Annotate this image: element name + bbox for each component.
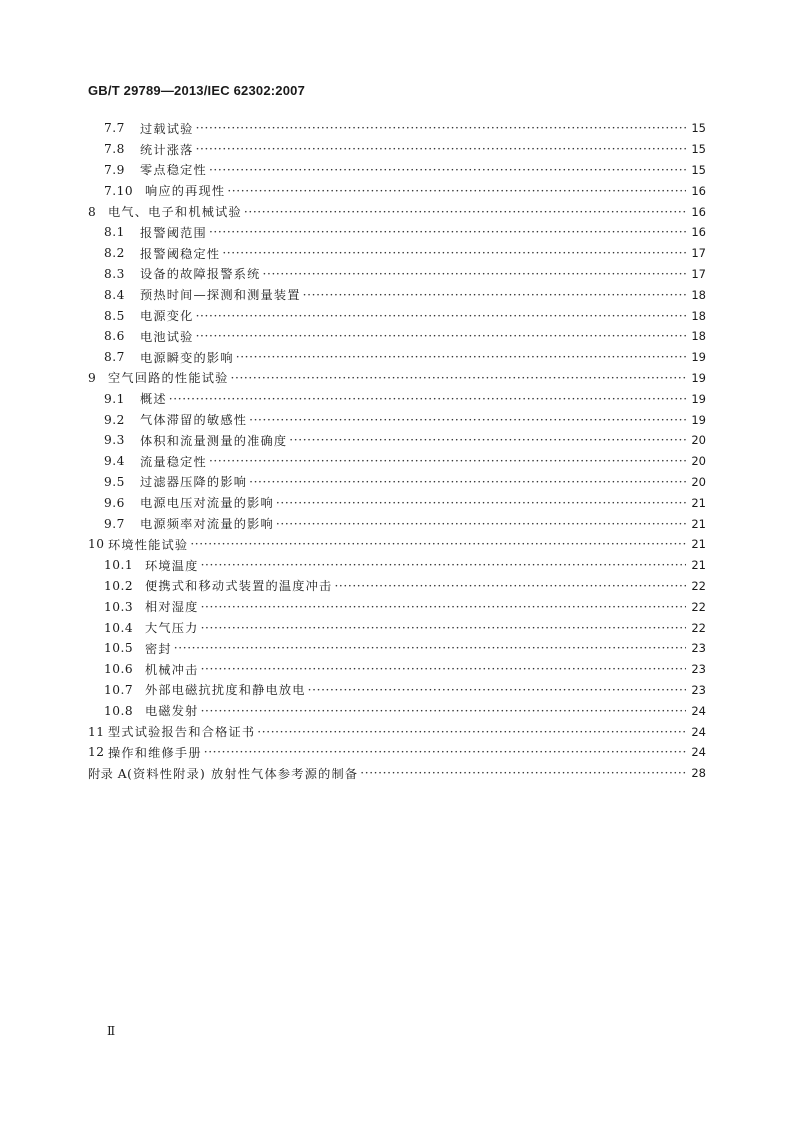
toc-dot-leader: [360, 766, 686, 780]
toc-entry-number: 10.1: [104, 558, 134, 573]
toc-entry-page: 18: [691, 308, 706, 323]
toc-entry-page: 17: [691, 266, 706, 281]
toc-dot-leader: [263, 267, 687, 281]
toc-entry-number: 10.2: [104, 578, 134, 593]
toc-entry-title: 报警阈稳定性: [140, 246, 221, 261]
toc-entry-title: 电源电压对流量的影响: [140, 496, 274, 511]
toc-entry-number: 7.9: [104, 162, 125, 177]
toc-entry[interactable]: [88, 305, 706, 326]
toc-entry-page: 21: [691, 516, 706, 531]
toc-entry-number: 9.5: [104, 474, 125, 489]
standard-code-header: GB/T 29789—2013/IEC 62302:2007: [88, 83, 306, 98]
toc-entry-number: 7.8: [104, 142, 125, 157]
toc-entry-number: 10.5: [104, 641, 134, 656]
toc-dot-leader: [201, 558, 686, 572]
toc-dot-leader: [196, 329, 686, 343]
toc-entry-title: 便携式和移动式装置的温度冲击: [145, 579, 333, 594]
toc-entry-title: 报警阈范围: [140, 225, 207, 240]
toc-entry-title: 体积和流量测量的准确度: [140, 433, 288, 448]
toc-entry-number: 8: [88, 204, 97, 219]
toc-entry-number: 10.3: [104, 599, 134, 614]
toc-dot-leader: [244, 205, 686, 219]
toc-dot-leader: [196, 142, 686, 156]
toc-entry[interactable]: [88, 576, 706, 597]
toc-entry-number: 附录 A: [88, 766, 128, 781]
toc-dot-leader: [209, 454, 686, 468]
toc-entry-number: 8.6: [104, 329, 125, 344]
toc-entry[interactable]: [88, 513, 706, 534]
toc-entry[interactable]: [88, 451, 706, 472]
toc-entry-title: 电源变化: [140, 309, 194, 324]
toc-dot-leader: [174, 641, 686, 655]
toc-dot-leader: [249, 413, 686, 427]
toc-entry[interactable]: [88, 201, 706, 222]
toc-entry[interactable]: [88, 555, 706, 576]
toc-entry-title: 环境性能试验: [108, 537, 189, 552]
toc-entry-page: 15: [691, 162, 706, 177]
toc-entry-title: 型式试验报告和合格证书: [108, 725, 256, 739]
toc-entry-title: 操作和维修手册: [108, 745, 202, 760]
toc-entry-number: 8.1: [104, 225, 125, 240]
toc-entry[interactable]: [88, 368, 706, 389]
toc-entry-title: 电源频率对流量的影响: [140, 517, 274, 532]
toc-dot-leader: [231, 371, 687, 385]
toc-entry-page: 15: [691, 121, 706, 136]
toc-entry-title: 过滤器压降的影响: [140, 475, 248, 490]
toc-dot-leader: [227, 184, 686, 198]
toc-entry-title: 预热时间—探测和测量装置: [140, 288, 301, 303]
toc-entry-title: 外部电磁抗扰度和静电放电: [145, 683, 306, 698]
toc-entry-number: 8.2: [104, 246, 125, 261]
toc-entry-number: 9: [88, 370, 97, 385]
toc-entry[interactable]: [88, 659, 706, 680]
toc-entry[interactable]: [88, 596, 706, 617]
toc-entry-number: 10.8: [104, 703, 134, 718]
toc-entry-number: 11: [88, 724, 105, 739]
toc-entry-number: 10.6: [104, 662, 134, 677]
toc-entry-title: 大气压力: [145, 621, 199, 636]
toc-entry[interactable]: [88, 222, 706, 243]
toc-entry[interactable]: [88, 742, 706, 763]
toc-dot-leader: [308, 683, 686, 697]
toc-entry[interactable]: [88, 388, 706, 409]
toc-entry-page: 16: [691, 204, 706, 219]
toc-entry[interactable]: [88, 700, 706, 721]
toc-entry-title: 电磁发射: [145, 704, 199, 719]
toc-dot-leader: [276, 517, 686, 531]
toc-entry-page: 19: [691, 350, 706, 365]
toc-entry-page: 22: [691, 599, 706, 614]
toc-entry-page: 20: [691, 454, 706, 469]
toc-entry[interactable]: [88, 721, 706, 742]
toc-entry-title: 环境温度: [145, 558, 199, 573]
toc-entry-number: 9.6: [104, 495, 125, 510]
table-of-contents: [88, 118, 706, 784]
toc-dot-leader: [169, 392, 686, 406]
toc-dot-leader: [201, 704, 686, 718]
toc-dot-leader: [196, 309, 686, 323]
toc-entry-page: 21: [691, 495, 706, 510]
toc-entry-page: 24: [691, 724, 706, 739]
toc-entry-title: 相对湿度: [145, 600, 199, 615]
toc-entry-title: 气体滞留的敏感性: [140, 413, 248, 428]
toc-dot-leader: [236, 350, 686, 364]
toc-entry-page: 18: [691, 329, 706, 344]
toc-entry-page: 19: [691, 412, 706, 427]
toc-entry-page: 17: [691, 246, 706, 261]
toc-entry-title: 概述: [140, 392, 167, 407]
toc-entry-page: 23: [691, 641, 706, 656]
toc-entry-number: 9.7: [104, 516, 125, 531]
toc-dot-leader: [222, 246, 686, 260]
toc-entry-page: 19: [691, 391, 706, 406]
toc-entry-title: 响应的再现性: [145, 184, 226, 199]
toc-entry-number: 7.10: [104, 183, 134, 198]
toc-entry-title: 零点稳定性: [140, 163, 207, 178]
toc-entry[interactable]: [88, 284, 706, 305]
toc-entry[interactable]: [88, 180, 706, 201]
toc-entry-title: 流量稳定性: [140, 454, 207, 469]
toc-entry-number: 9.2: [104, 412, 125, 427]
toc-entry-page: 28: [691, 766, 706, 781]
toc-entry[interactable]: [88, 680, 706, 701]
toc-dot-leader: [201, 600, 686, 614]
toc-entry[interactable]: [88, 617, 706, 638]
toc-entry[interactable]: [88, 430, 706, 451]
toc-entry-number: 8.4: [104, 287, 125, 302]
toc-dot-leader: [249, 475, 686, 489]
toc-entry[interactable]: [88, 243, 706, 264]
toc-dot-leader: [303, 288, 686, 302]
toc-entry-number: 10.7: [104, 682, 134, 697]
toc-entry-number: 9.4: [104, 454, 125, 469]
toc-entry-page: 24: [691, 703, 706, 718]
toc-dot-leader: [201, 621, 686, 635]
toc-entry-number: 9.1: [104, 391, 125, 406]
toc-entry-page: 16: [691, 225, 706, 240]
toc-entry-title: 机械冲击: [145, 662, 199, 677]
toc-entry-page: 20: [691, 433, 706, 448]
toc-entry[interactable]: [88, 534, 706, 555]
toc-dot-leader: [209, 163, 686, 177]
toc-entry-title: 电气、电子和机械试验: [108, 205, 242, 220]
toc-entry-title: 设备的故障报警系统: [140, 267, 261, 282]
toc-entry-page: 21: [691, 537, 706, 552]
toc-entry-title: 统计涨落: [140, 142, 194, 157]
toc-entry-number: 8.5: [104, 308, 125, 323]
toc-dot-leader: [204, 745, 686, 759]
toc-entry-page: 19: [691, 370, 706, 385]
toc-entry-title: 密封: [145, 641, 172, 656]
toc-dot-leader: [334, 579, 686, 593]
toc-entry-page: 18: [691, 287, 706, 302]
toc-dot-leader: [276, 496, 686, 510]
toc-entry-number: 10.4: [104, 620, 134, 635]
toc-entry[interactable]: [88, 118, 706, 139]
toc-entry-number: 8.3: [104, 266, 125, 281]
toc-entry[interactable]: [88, 160, 706, 181]
toc-entry[interactable]: [88, 139, 706, 160]
toc-entry-page: 23: [691, 662, 706, 677]
toc-entry-page: 22: [691, 578, 706, 593]
toc-dot-leader: [257, 725, 686, 739]
toc-entry[interactable]: [88, 472, 706, 493]
toc-entry-page: 24: [691, 745, 706, 760]
toc-dot-leader: [209, 225, 686, 239]
toc-dot-leader: [289, 433, 686, 447]
toc-dot-leader: [190, 537, 686, 551]
toc-entry[interactable]: [88, 326, 706, 347]
toc-entry-number: 7.7: [104, 121, 125, 136]
toc-dot-leader: [196, 121, 686, 135]
toc-entry-title: 空气回路的性能试验: [108, 371, 229, 386]
page-number: Ⅱ: [107, 1024, 116, 1038]
toc-entry-number: 12: [88, 745, 105, 760]
toc-entry-page: 22: [691, 620, 706, 635]
toc-entry[interactable]: [88, 347, 706, 368]
toc-entry[interactable]: [88, 264, 706, 285]
toc-entry-title: 过载试验: [140, 121, 194, 136]
toc-entry-title: (资料性附录) 放射性气体参考源的制备: [127, 766, 359, 781]
toc-entry[interactable]: [88, 763, 706, 784]
toc-entry-page: 21: [691, 558, 706, 573]
toc-entry-number: 8.7: [104, 350, 125, 365]
toc-entry-page: 16: [691, 183, 706, 198]
toc-entry-page: 23: [691, 682, 706, 697]
toc-entry-page: 15: [691, 142, 706, 157]
toc-entry-page: 20: [691, 474, 706, 489]
toc-dot-leader: [201, 662, 686, 676]
toc-entry-title: 电源瞬变的影响: [140, 350, 234, 365]
toc-entry[interactable]: [88, 409, 706, 430]
toc-entry-title: 电池试验: [140, 329, 194, 344]
toc-entry[interactable]: [88, 638, 706, 659]
toc-entry-number: 9.3: [104, 433, 125, 448]
toc-entry-number: 10: [88, 537, 105, 552]
toc-entry[interactable]: [88, 492, 706, 513]
